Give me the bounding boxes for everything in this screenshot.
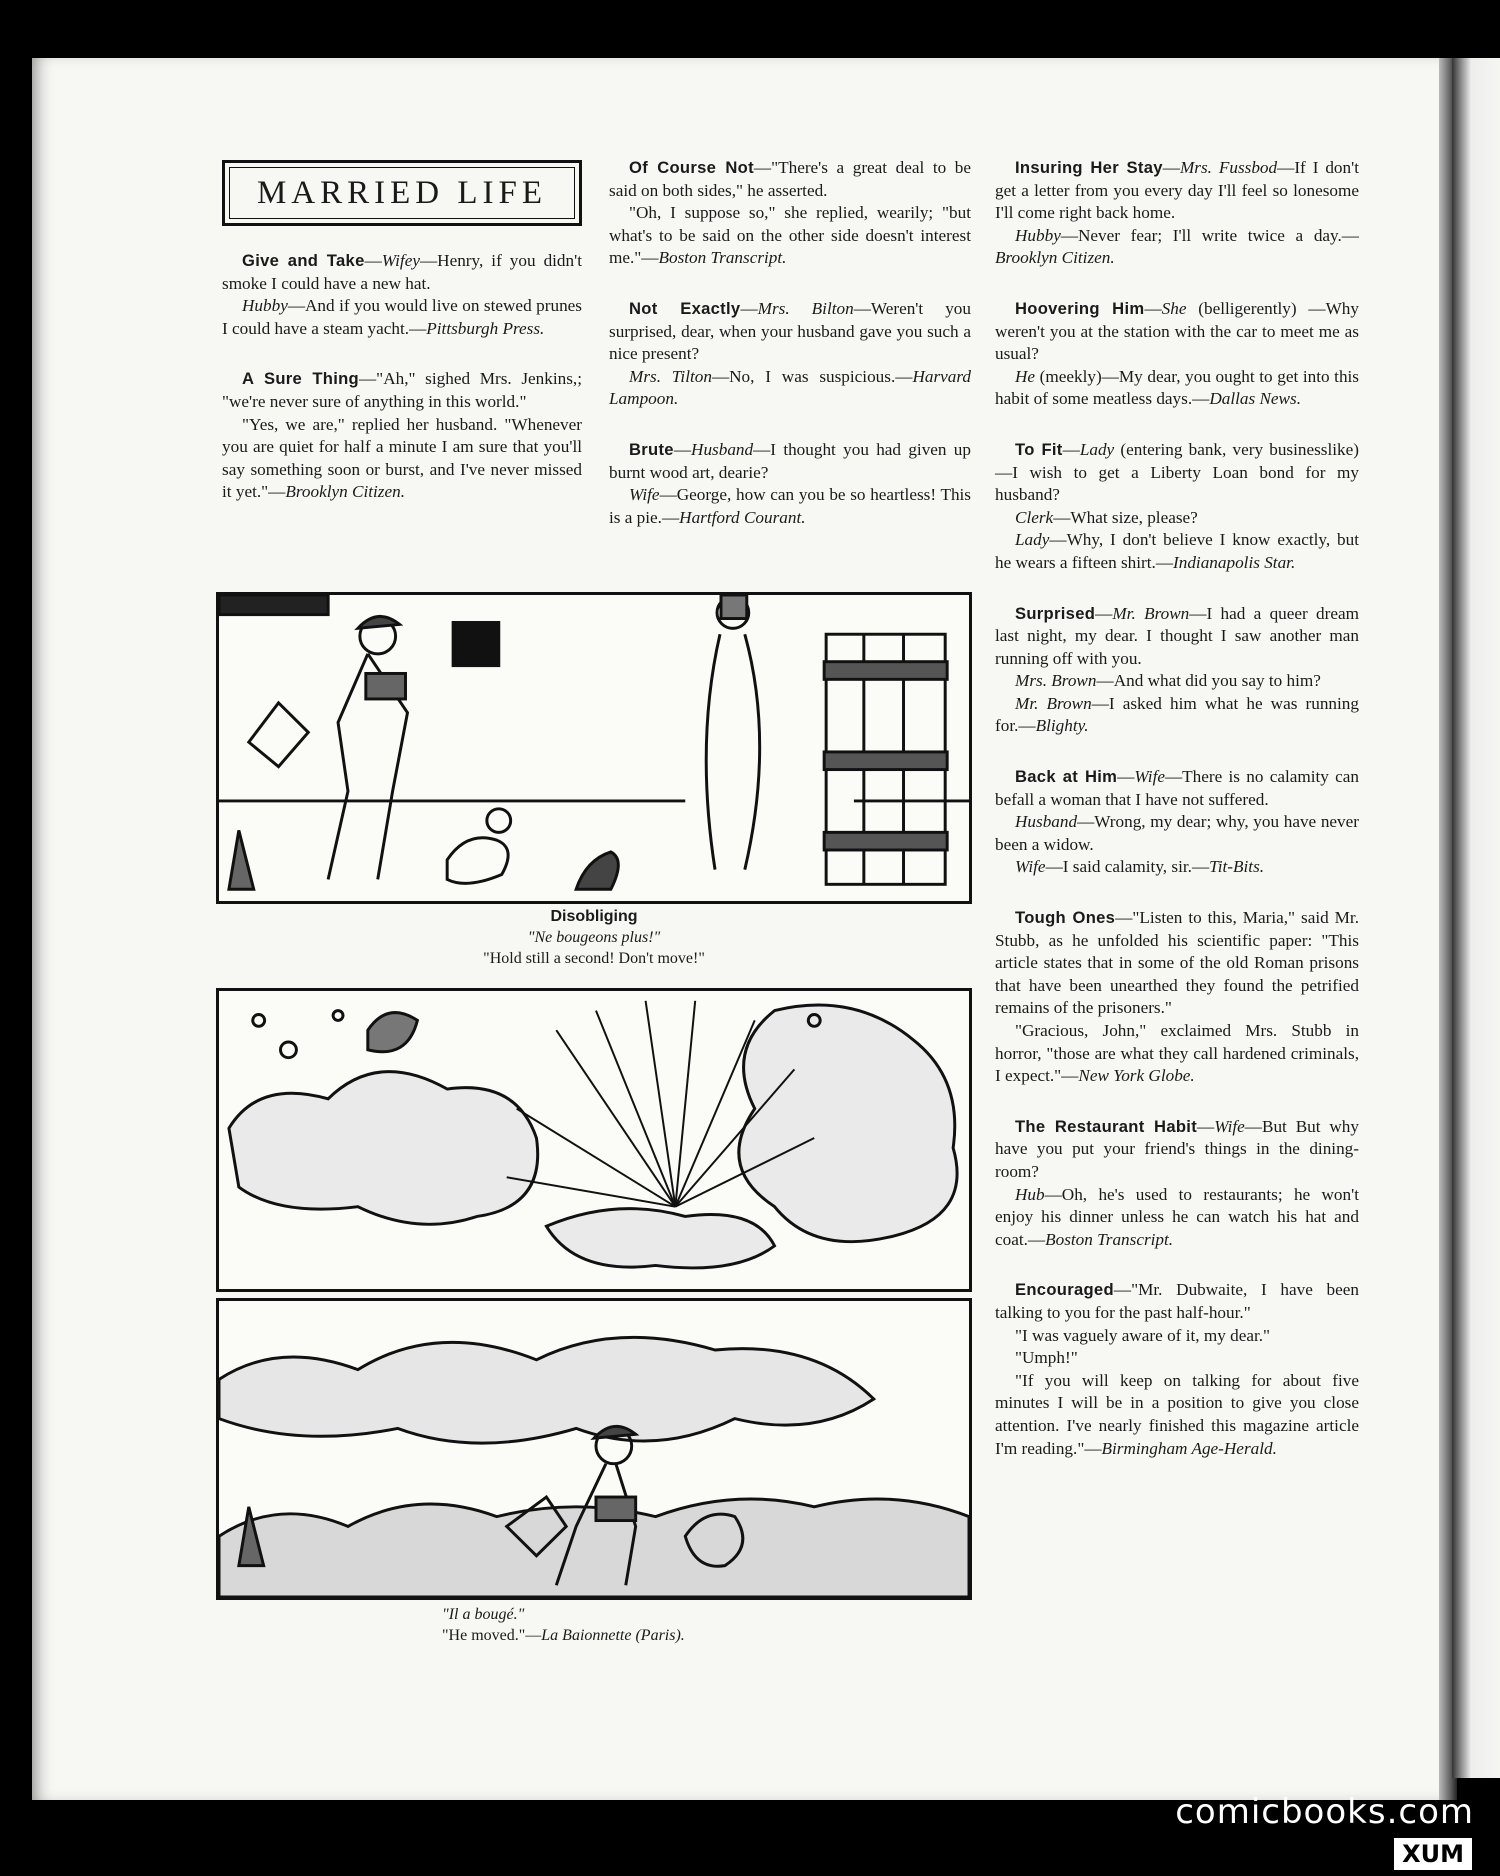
joke-text: —But But why have you put your friend's things in the dining-room? bbox=[995, 1116, 1359, 1181]
joke-text: —And if you would live on stewed prunes I could have a steam yacht.— bbox=[222, 296, 582, 338]
joke-item bbox=[995, 439, 1359, 575]
cartoon-1-caption bbox=[216, 906, 972, 969]
joke-text: —"There's a great deal to be said on both sides," he asserted. bbox=[609, 158, 971, 200]
joke-paragraph bbox=[995, 157, 1359, 225]
italic-text: Pittsburgh Press. bbox=[426, 318, 545, 338]
joke-heading: A Sure Thing bbox=[242, 369, 359, 389]
joke-text: (meekly)—My dear, you ought to get into this habit of some meatless days.— bbox=[995, 366, 1359, 409]
joke-item bbox=[995, 1279, 1359, 1460]
joke-paragraph bbox=[222, 414, 582, 504]
joke-item bbox=[222, 250, 582, 340]
joke-item bbox=[609, 439, 971, 529]
joke-heading: Tough Ones bbox=[1015, 908, 1116, 928]
cartoon-panel-explosion bbox=[216, 988, 972, 1292]
joke-heading: Insuring Her Stay bbox=[1015, 158, 1163, 177]
joke-paragraph bbox=[995, 603, 1359, 671]
joke-heading: Hoovering Him bbox=[1015, 298, 1145, 318]
joke-paragraph bbox=[995, 1370, 1359, 1460]
joke-heading: Not Exactly bbox=[629, 298, 741, 318]
italic-text: Mrs. Bilton bbox=[757, 298, 854, 318]
italic-text: Brooklyn Citizen. bbox=[285, 482, 406, 502]
column-2 bbox=[609, 157, 971, 557]
joke-text: "Oh, I suppose so," she replied, wearily; "but what's to be said on the other side doesn't interest me."— bbox=[609, 203, 971, 268]
italic-text: Lady bbox=[1079, 439, 1115, 459]
joke-text: "I was vaguely aware of it, my dear." bbox=[1015, 1325, 1271, 1345]
joke-text: —"Listen to this, Maria," said Mr. Stubb, as he unfolded his scientific paper: "This article states that in some of the old Roman prisons that have been unearthed they found the petrified remains of the prisoners." bbox=[995, 908, 1359, 1018]
joke-paragraph bbox=[995, 507, 1359, 530]
italic-text: Tit-Bits. bbox=[1209, 857, 1265, 877]
italic-text: Mrs. Tilton bbox=[629, 366, 712, 386]
joke-heading: Back at Him bbox=[1015, 767, 1118, 787]
joke-text: —George, how can you be so heartless! This is a pie.— bbox=[609, 485, 971, 527]
joke-text: —Wrong, my dear; why, you have never been a widow. bbox=[995, 812, 1359, 854]
joke-item bbox=[995, 298, 1359, 411]
joke-text: —I thought you had given up burnt wood art, dearie? bbox=[609, 439, 971, 482]
joke-text: — bbox=[364, 251, 382, 270]
cartoon-1-title: Disobliging bbox=[550, 908, 638, 925]
joke-text: — bbox=[1197, 1116, 1215, 1136]
italic-text: Mrs. Brown bbox=[1015, 671, 1097, 691]
section-title: MARRIED LIFE bbox=[256, 174, 548, 211]
joke-paragraph bbox=[995, 907, 1359, 1020]
cartoon-1-english-line: "Hold still a second! Don't move!" bbox=[483, 950, 705, 967]
cartoon-drawing-1 bbox=[219, 595, 969, 901]
joke-paragraph bbox=[609, 439, 971, 484]
joke-text: "Gracious, John," exclaimed Mrs. Stubb in horror, "those are what they call hardened criminals, I expect."— bbox=[995, 1021, 1359, 1086]
joke-paragraph bbox=[609, 202, 971, 270]
cartoon-panel-aftermath bbox=[216, 1298, 972, 1600]
joke-item bbox=[609, 298, 971, 411]
joke-paragraph bbox=[609, 366, 971, 411]
joke-text: "Yes, we are," replied her husband. "Whenever you are quiet for half a minute I am sure that you'll say something soon or burst, and I've never missed it yet."— bbox=[222, 414, 582, 502]
italic-text: Mr. Brown bbox=[1015, 693, 1092, 713]
joke-text: —"Ah," sighed Mrs. Jenkins,; "we're never sure of anything in this world." bbox=[222, 369, 583, 411]
joke-paragraph bbox=[609, 157, 971, 202]
joke-text: —There is no calamity can befall a woman that I have not suffered. bbox=[995, 767, 1359, 809]
joke-paragraph bbox=[222, 250, 582, 295]
italic-text: Wifey bbox=[381, 251, 420, 270]
joke-heading: Brute bbox=[629, 439, 674, 459]
italic-text: Wife bbox=[1134, 767, 1165, 787]
joke-text: "If you will keep on talking for about five minutes I will be in a position to give you close attention. I've nearly finished this magazine article I'm reading."— bbox=[995, 1370, 1359, 1458]
cartoon-2-english-line: "He moved."— bbox=[442, 1627, 542, 1644]
italic-text: Indianapolis Star. bbox=[1173, 552, 1296, 572]
facing-page-edge bbox=[1452, 58, 1500, 1778]
italic-text: Clerk bbox=[1015, 507, 1054, 527]
joke-text: — bbox=[1062, 439, 1080, 459]
cartoon-2-french-line: "Il a bougé." bbox=[442, 1606, 525, 1623]
joke-paragraph bbox=[609, 484, 971, 529]
column-3 bbox=[995, 157, 1359, 1488]
italic-text: Lady bbox=[1015, 530, 1050, 550]
joke-heading: Of Course Not bbox=[629, 158, 754, 177]
joke-paragraph bbox=[995, 298, 1359, 366]
joke-text: —I had a queer dream last night, my dear. I thought I saw another man running off with you. bbox=[995, 603, 1359, 668]
italic-text: New York Globe. bbox=[1078, 1066, 1195, 1086]
joke-paragraph bbox=[609, 298, 971, 366]
italic-text: Wife bbox=[1015, 857, 1046, 877]
joke-heading: Give and Take bbox=[242, 251, 365, 270]
joke-text: (entering bank, very businesslike)—I wish to get a Liberty Loan bond for my husband? bbox=[995, 439, 1359, 505]
cartoon-2-caption bbox=[216, 1604, 972, 1646]
joke-text: —Why, I don't believe I know exactly, but he wears a fifteen shirt.— bbox=[995, 530, 1359, 572]
joke-paragraph bbox=[995, 1325, 1359, 1348]
italic-text: Harvard Lampoon. bbox=[609, 366, 971, 409]
italic-text: Husband bbox=[691, 439, 754, 459]
joke-item bbox=[995, 603, 1359, 739]
column-1 bbox=[222, 250, 582, 532]
joke-text: —No, I was suspicious.— bbox=[711, 366, 913, 386]
joke-paragraph bbox=[995, 1347, 1359, 1370]
italic-text: Hubby bbox=[242, 296, 288, 316]
joke-text: —Weren't you surprised, dear, when your husband gave you such a nice present? bbox=[609, 298, 971, 364]
joke-heading: Surprised bbox=[1015, 603, 1096, 623]
joke-paragraph bbox=[995, 670, 1359, 693]
joke-text: — bbox=[1162, 158, 1180, 177]
watermark-text: comicbooks.com bbox=[1175, 1792, 1474, 1832]
joke-paragraph bbox=[995, 439, 1359, 507]
joke-text: —"Mr. Dubwaite, I have been talking to you for the past half-hour." bbox=[995, 1280, 1359, 1322]
joke-heading: The Restaurant Habit bbox=[1015, 1116, 1198, 1136]
italic-text: Husband bbox=[1015, 812, 1078, 832]
joke-paragraph bbox=[995, 1020, 1359, 1088]
joke-text: —And what did you say to him? bbox=[1096, 671, 1321, 691]
joke-text: — bbox=[673, 439, 692, 459]
joke-text: "Umph!" bbox=[1015, 1348, 1078, 1368]
joke-paragraph bbox=[222, 295, 582, 340]
italic-text: Hubby bbox=[1015, 225, 1061, 245]
joke-paragraph bbox=[995, 766, 1359, 811]
italic-text: Birmingham Age-Herald. bbox=[1101, 1438, 1277, 1458]
joke-heading: Encouraged bbox=[1015, 1280, 1114, 1300]
italic-text: Dallas News. bbox=[1209, 389, 1302, 409]
italic-text: He bbox=[1015, 366, 1036, 386]
italic-text: Boston Transcript. bbox=[1045, 1229, 1174, 1249]
joke-paragraph bbox=[995, 1116, 1359, 1184]
italic-text: Mr. Brown bbox=[1112, 603, 1190, 623]
joke-item bbox=[995, 1116, 1359, 1252]
joke-heading: To Fit bbox=[1015, 439, 1063, 459]
joke-paragraph bbox=[222, 368, 582, 413]
joke-paragraph bbox=[995, 811, 1359, 856]
joke-paragraph bbox=[995, 225, 1359, 270]
cartoon-drawing-2 bbox=[219, 991, 969, 1289]
cartoon-drawing-3 bbox=[219, 1301, 969, 1597]
joke-text: —I said calamity, sir.— bbox=[1045, 857, 1210, 877]
joke-paragraph bbox=[995, 856, 1359, 879]
cartoon-panel-photographer bbox=[216, 592, 972, 904]
joke-text: — bbox=[1095, 603, 1113, 623]
italic-text: Wife bbox=[629, 485, 660, 505]
joke-paragraph bbox=[995, 1279, 1359, 1324]
italic-text: Hartford Courant. bbox=[679, 507, 806, 527]
italic-text: Brooklyn Citizen. bbox=[995, 248, 1115, 268]
section-title-box bbox=[222, 160, 582, 226]
joke-text: — bbox=[1117, 767, 1135, 787]
cartoon-2-source: La Baionnette (Paris). bbox=[541, 1627, 685, 1644]
joke-text: —If I don't get a letter from you every day I'll feel so lonesome I'll come right back home. bbox=[995, 158, 1359, 223]
cartoon-1-french-line: "Ne bougeons plus!" bbox=[527, 929, 661, 946]
joke-text: (belligerently) —Why weren't you at the station with the car to meet me as usual? bbox=[995, 298, 1359, 364]
italic-text: Blighty. bbox=[1035, 716, 1089, 736]
joke-text: —Never fear; I'll write twice a day.— bbox=[1060, 225, 1359, 245]
joke-paragraph bbox=[995, 366, 1359, 411]
joke-item bbox=[995, 157, 1359, 270]
joke-text: —Oh, he's used to restaurants; he won't enjoy his dinner unless he can watch his hat and coat.— bbox=[995, 1184, 1359, 1249]
joke-text: —I asked him what he was running for.— bbox=[995, 693, 1359, 736]
watermark-badge: XUM bbox=[1394, 1838, 1472, 1870]
joke-text: — bbox=[740, 298, 758, 318]
joke-item bbox=[609, 157, 971, 270]
italic-text: Boston Transcript. bbox=[658, 248, 787, 268]
italic-text: Mrs. Fussbod bbox=[1179, 158, 1278, 177]
joke-item bbox=[222, 368, 582, 504]
italic-text: Hub bbox=[1015, 1184, 1045, 1204]
joke-text: —Henry, if you didn't smoke I could have a new hat. bbox=[222, 251, 582, 293]
joke-paragraph bbox=[995, 529, 1359, 574]
joke-paragraph bbox=[995, 1184, 1359, 1252]
italic-text: Wife bbox=[1214, 1116, 1245, 1136]
italic-text: She bbox=[1161, 298, 1187, 318]
joke-text: —What size, please? bbox=[1053, 507, 1198, 527]
joke-item bbox=[995, 766, 1359, 879]
joke-item bbox=[995, 907, 1359, 1088]
joke-text: — bbox=[1144, 298, 1162, 318]
joke-paragraph bbox=[995, 693, 1359, 738]
